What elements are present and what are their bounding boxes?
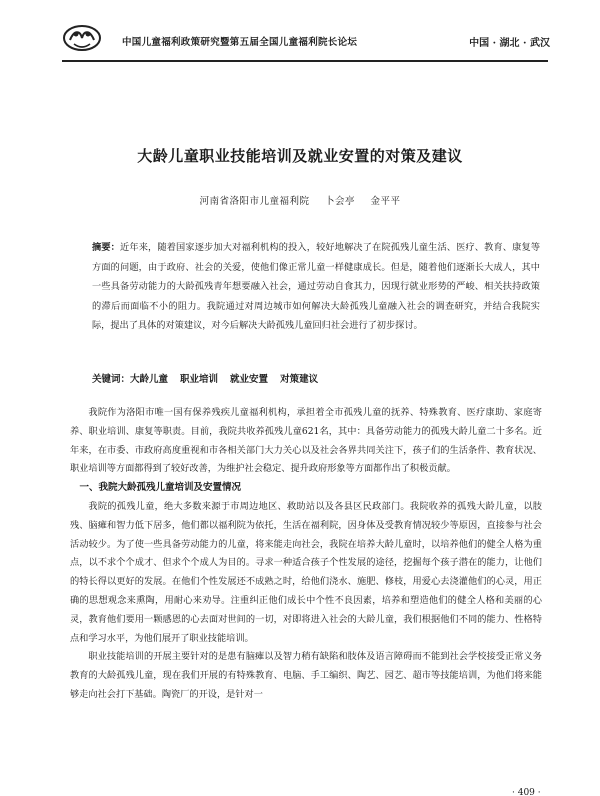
running-header-title: 中国儿童福利政策研究暨第五届全国儿童福利院长论坛 <box>122 37 358 48</box>
body-paragraph: 职业技能培训的开展主要针对的是患有脑瘫以及智力稍有缺陷和肢体及语言障碍而不能到社会学校接受正常义务教育的大龄孤残儿童，现在我们开展的有特殊教育、电脑、手工编织、陶艺、园艺、超市等技能培训，为他们将来能够走向社会打下基础。陶瓷厂的开设，是针对一 <box>70 651 542 700</box>
abstract-text: 近年来，随着国家逐步加大对福利机构的投入，较好地解决了在院孤残儿童生活、医疗、教育、康复等方面的问题，由于政府、社会的关爱，使他们像正常儿童一样健康成长。但是，随着他们逐渐长大成人，其中一些具备劳动能力的大龄孤残青年想要融入社会，通过劳动自食其力，因现行就业形势的严峻、相关扶持政策的滞后而面临不小的阻力。我院通过对周边城市如何解决大龄孤残儿童融入社会的调查研究，并结合我院实际，提出了具体的对策建议，对今后解决大龄孤残儿童回归社会进行了初步探讨。 <box>92 242 541 331</box>
section-heading: 一、我院大龄孤残儿童培训及安置情况 <box>79 482 242 494</box>
keywords <box>92 371 540 385</box>
author-name: 金平平 <box>370 196 401 207</box>
keyword: 大龄儿童 <box>130 374 169 385</box>
author-line <box>0 193 600 207</box>
page-header <box>62 30 550 52</box>
author-affiliation: 河南省洛阳市儿童福利院 <box>199 196 310 207</box>
keyword: 职业培训 <box>180 374 219 385</box>
keyword: 对策建议 <box>280 374 319 385</box>
abstract <box>92 238 540 336</box>
abstract-label: 摘要： <box>92 242 121 253</box>
article-body <box>70 404 542 705</box>
body-paragraph: 我院的孤残儿童，绝大多数来源于市周边地区、救助站以及各县区民政部门。我院收养的孤残大龄儿童，以肢残、脑瘫和智力低下居多，他们都以福利院为依托，生活在福利院，因身体及受教育情况较少等原因，直接参与社会活动较少。为了使一些具备劳动能力的儿童，将来能走向社会，我院在培养大龄儿童时，以培养他们的健全人格为重点，以不求个个成才、但求个个成人为目的。寻求一种适合孩子个性发展的途径，挖掘每个孩子潜在的能力，让他们的特长得以更好的发展。在他们个性发展还不成熟之时，给他们浇水、施肥、修枝，用爱心去浇灌他们的心灵，用正确的思想观念来熏陶，用耐心来劝导。注重纠正他们成长中个性不良因素，培养和塑造他们的健全人格和美丽的心灵，教育他们要用一颗感恩的心去面对世间的一切，对即将进入社会的大龄儿童，我们根据他们不同的能力、性格特点和学习水平，为他们展开了职业技能培训。 <box>70 500 542 644</box>
author-name: 卜会亭 <box>324 196 355 207</box>
header-divider <box>62 60 548 62</box>
keyword: 就业安置 <box>230 374 269 385</box>
keywords-label: 关键词： <box>92 374 131 385</box>
article-title: 大龄儿童职业技能培训及就业安置的对策及建议 <box>137 147 463 165</box>
intro-paragraph: 我院作为洛阳市唯一国有保养残疾儿童福利机构，承担着全市孤残儿童的抚养、特殊教育、医疗康助、家庭寄养、职业培训、康复等职责。目前，我院共收养孤残儿童621名，其中：具备劳动能力的孤残大龄儿童二十多名。近年来，在市委、市政府高度重视和市各相关部门大力关心以及社会各界共同关注下，孩子们的生活条件、教育状况、职业培训等方面都得到了较好改善，为维护社会稳定、提升政府形象等方面都作出了积极贡献。 <box>70 407 542 475</box>
running-header-location: 中国 · 湖北 · 武汉 <box>469 38 550 49</box>
page-number: · 409 · <box>512 788 541 796</box>
forum-logo-icon <box>62 24 102 52</box>
